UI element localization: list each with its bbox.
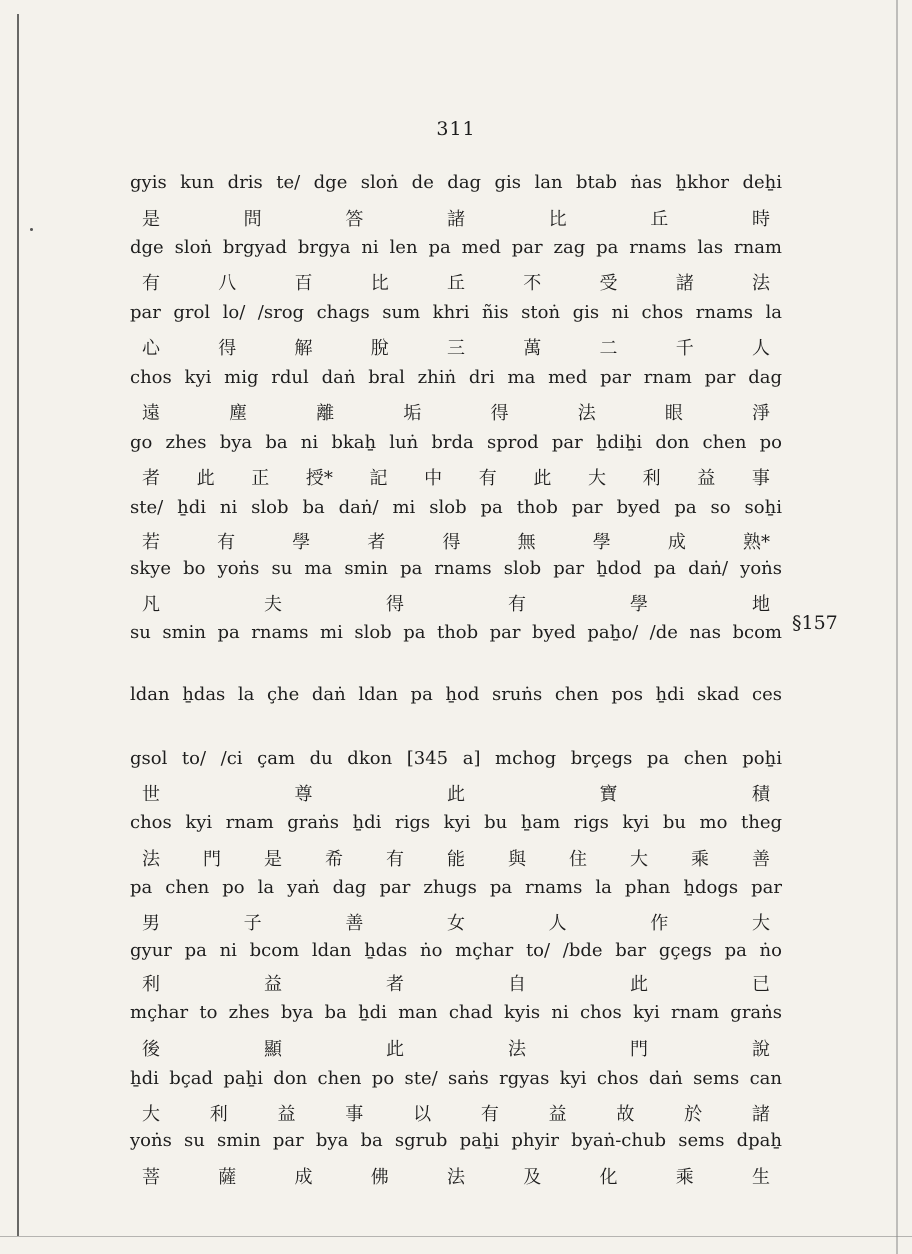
chinese-char: 得 (442, 532, 461, 553)
chinese-char: 作 (650, 913, 669, 934)
chinese-char: 得 (218, 338, 237, 359)
chinese-char: 生 (752, 1167, 770, 1188)
chinese-char: 法 (142, 849, 160, 870)
chinese-char: 比 (548, 209, 567, 230)
chinese-line (142, 909, 770, 935)
chinese-char: 子 (243, 913, 262, 934)
chinese-char: 利 (642, 468, 661, 489)
chinese-line (142, 845, 770, 871)
chinese-char: 是 (264, 849, 282, 870)
chinese-char: 得 (386, 594, 404, 615)
chinese-line (142, 1163, 770, 1189)
chinese-line (142, 590, 770, 616)
chinese-char: 學 (630, 594, 648, 615)
chinese-char: 人 (548, 913, 567, 934)
chinese-char: 寶 (599, 784, 618, 805)
chinese-char: 男 (142, 913, 160, 934)
chinese-char: 成 (667, 532, 686, 553)
chinese-char: 法 (508, 1039, 526, 1060)
section-marker: §157 (792, 612, 838, 634)
chinese-char: 門 (203, 849, 221, 870)
chinese-char: 垢 (403, 403, 422, 424)
chinese-line (142, 780, 770, 806)
chinese-char: 積 (752, 784, 770, 805)
chinese-char: 善 (752, 849, 770, 870)
chinese-char: 學 (292, 532, 311, 553)
chinese-char: 夫 (264, 594, 282, 615)
chinese-char: 益 (264, 974, 282, 995)
chinese-char: 者 (386, 974, 404, 995)
chinese-char: 心 (142, 338, 160, 359)
chinese-char: 比 (370, 273, 389, 294)
page-right-edge (896, 0, 898, 1254)
chinese-char: 者 (367, 532, 386, 553)
chinese-char: 問 (243, 209, 262, 230)
chinese-char: 化 (599, 1167, 618, 1188)
chinese-char: 有 (480, 1104, 499, 1125)
chinese-char: 丘 (650, 209, 669, 230)
chinese-char: 此 (447, 784, 465, 805)
chinese-line (142, 399, 770, 425)
chinese-char: 凡 (142, 594, 160, 615)
chinese-char: 熟* (743, 532, 770, 553)
chinese-char: 說 (752, 1039, 770, 1060)
chinese-char: 益 (697, 468, 716, 489)
chinese-char: 成 (294, 1167, 313, 1188)
chinese-char: 尊 (294, 784, 313, 805)
chinese-char: 解 (294, 338, 313, 359)
chinese-char: 三 (447, 338, 465, 359)
chinese-char: 正 (251, 468, 270, 489)
chinese-char: 遠 (142, 403, 160, 424)
romanized-line: skye bo yoṅs su ma smin pa rnams slob par ẖdod pa daṅ/ yoṅs (130, 558, 782, 579)
chinese-char: 丘 (447, 273, 465, 294)
chinese-char: 故 (616, 1104, 635, 1125)
chinese-char: 已 (752, 974, 770, 995)
chinese-line (142, 464, 770, 490)
chinese-char: 地 (752, 594, 770, 615)
chinese-char: 諸 (446, 209, 465, 230)
chinese-char: 大 (751, 913, 770, 934)
chinese-line (142, 1035, 770, 1061)
chinese-line (142, 970, 770, 996)
chinese-char: 法 (447, 1167, 465, 1188)
romanized-line: ldan ẖdas la çhe daṅ ldan pa ẖod sruṅs chen pos ẖdi skad ces (130, 684, 782, 705)
chinese-char: 二 (599, 338, 618, 359)
chinese-char: 利 (209, 1104, 228, 1125)
romanized-line: chos kyi rnam graṅs ẖdi rigs kyi bu ẖam rigs kyi bu mo theg (130, 812, 782, 833)
romanized-line: pa chen po la yaṅ dag par zhugs pa rnams la phan ẖdogs par (130, 877, 782, 898)
chinese-char: 女 (446, 913, 465, 934)
chinese-char: 希 (325, 849, 343, 870)
chinese-char: 與 (508, 849, 526, 870)
chinese-char: 受 (599, 273, 618, 294)
chinese-line (142, 269, 770, 295)
chinese-char: 益 (548, 1104, 567, 1125)
chinese-char: 諸 (751, 1104, 770, 1125)
chinese-char: 此 (533, 468, 552, 489)
page-bottom-edge (0, 1236, 912, 1237)
chinese-char: 若 (142, 532, 160, 553)
chinese-char: 後 (142, 1039, 160, 1060)
chinese-char: 是 (142, 209, 160, 230)
romanized-line: par grol lo/ /srog chags sum khri ñis stoṅ gis ni chos rnams la (130, 302, 782, 323)
chinese-char: 門 (630, 1039, 648, 1060)
chinese-char: 諸 (675, 273, 694, 294)
chinese-char: 以 (413, 1104, 432, 1125)
chinese-char: 學 (592, 532, 611, 553)
chinese-char: 塵 (229, 403, 248, 424)
chinese-char: 乘 (675, 1167, 694, 1188)
chinese-char: 此 (630, 974, 648, 995)
chinese-char: 益 (277, 1104, 296, 1125)
chinese-char: 有 (386, 849, 404, 870)
chinese-char: 時 (751, 209, 770, 230)
chinese-char: 者 (142, 468, 160, 489)
chinese-char: 眼 (664, 403, 683, 424)
chinese-char: 萬 (523, 338, 542, 359)
chinese-line (142, 1100, 770, 1126)
romanized-line: ste/ ẖdi ni slob ba daṅ/ mi slob pa thob par byed pa so soẖi (130, 497, 782, 518)
chinese-char: 此 (386, 1039, 404, 1060)
romanized-line: chos kyi mig rdul daṅ bral zhiṅ dri ma med par rnam par dag (130, 367, 782, 388)
chinese-char: 無 (517, 532, 536, 553)
chinese-char: 有 (478, 468, 497, 489)
romanized-line: su smin pa rnams mi slob pa thob par byed paẖo/ /de nas bcom (130, 622, 782, 643)
chinese-char: 自 (508, 974, 526, 995)
chinese-char: 授* (305, 468, 333, 489)
page-number: 311 (436, 118, 476, 140)
chinese-char: 記 (369, 468, 388, 489)
chinese-char: 顯 (264, 1039, 282, 1060)
chinese-char: 薩 (218, 1167, 237, 1188)
romanized-line: dge sloṅ brgyad brgya ni len pa med par zag pa rnams las rnam (130, 237, 782, 258)
chinese-char: 脫 (370, 338, 389, 359)
chinese-line (142, 334, 770, 360)
chinese-char: 有 (217, 532, 236, 553)
chinese-char: 八 (218, 273, 237, 294)
chinese-char: 能 (447, 849, 465, 870)
chinese-char: 世 (142, 784, 160, 805)
chinese-char: 大 (142, 1104, 160, 1125)
chinese-char: 中 (424, 468, 443, 489)
chinese-line (142, 528, 770, 554)
romanized-line: mçhar to zhes bya ba ẖdi man chad kyis ni chos kyi rnam graṅs (130, 1002, 782, 1023)
chinese-char: 此 (196, 468, 215, 489)
chinese-char: 於 (684, 1104, 703, 1125)
romanized-line: yoṅs su smin par bya ba sgrub paẖi phyir byaṅ-chub sems dpaẖ (130, 1130, 782, 1151)
chinese-char: 離 (316, 403, 335, 424)
romanized-line: gsol to/ /ci çam du dkon [345 a] mchog brçegs pa chen poẖi (130, 748, 782, 769)
chinese-char: 住 (569, 849, 587, 870)
romanized-line: ẖdi bçad paẖi don chen po ste/ saṅs rgyas kyi chos daṅ sems can (130, 1068, 782, 1089)
chinese-char: 乘 (691, 849, 709, 870)
margin-dot (30, 228, 33, 231)
chinese-char: 不 (523, 273, 542, 294)
romanized-line: go zhes bya ba ni bkaẖ luṅ brda sprod par ẖdiẖi don chen po (130, 432, 782, 453)
chinese-char: 法 (577, 403, 596, 424)
chinese-char: 大 (588, 468, 606, 489)
chinese-char: 有 (142, 273, 160, 294)
page-left-edge (17, 14, 19, 1236)
chinese-char: 淨 (751, 403, 770, 424)
chinese-line (142, 205, 770, 231)
chinese-char: 菩 (142, 1167, 160, 1188)
chinese-char: 千 (675, 338, 694, 359)
chinese-char: 大 (630, 849, 648, 870)
chinese-char: 答 (345, 209, 364, 230)
chinese-char: 利 (142, 974, 160, 995)
chinese-char: 人 (752, 338, 770, 359)
chinese-char: 及 (523, 1167, 542, 1188)
chinese-char: 佛 (370, 1167, 389, 1188)
chinese-char: 事 (751, 468, 770, 489)
chinese-char: 法 (752, 273, 770, 294)
chinese-char: 善 (345, 913, 364, 934)
chinese-char: 得 (490, 403, 509, 424)
chinese-char: 百 (294, 273, 313, 294)
romanized-line: gyur pa ni bcom ldan ẖdas ṅo mçhar to/ /bde bar gçegs pa ṅo (130, 940, 782, 961)
romanized-line: gyis kun dris te/ dge sloṅ de dag gis lan btab ṅas ẖkhor deẖi (130, 172, 782, 193)
chinese-char: 事 (345, 1104, 364, 1125)
chinese-char: 有 (508, 594, 526, 615)
